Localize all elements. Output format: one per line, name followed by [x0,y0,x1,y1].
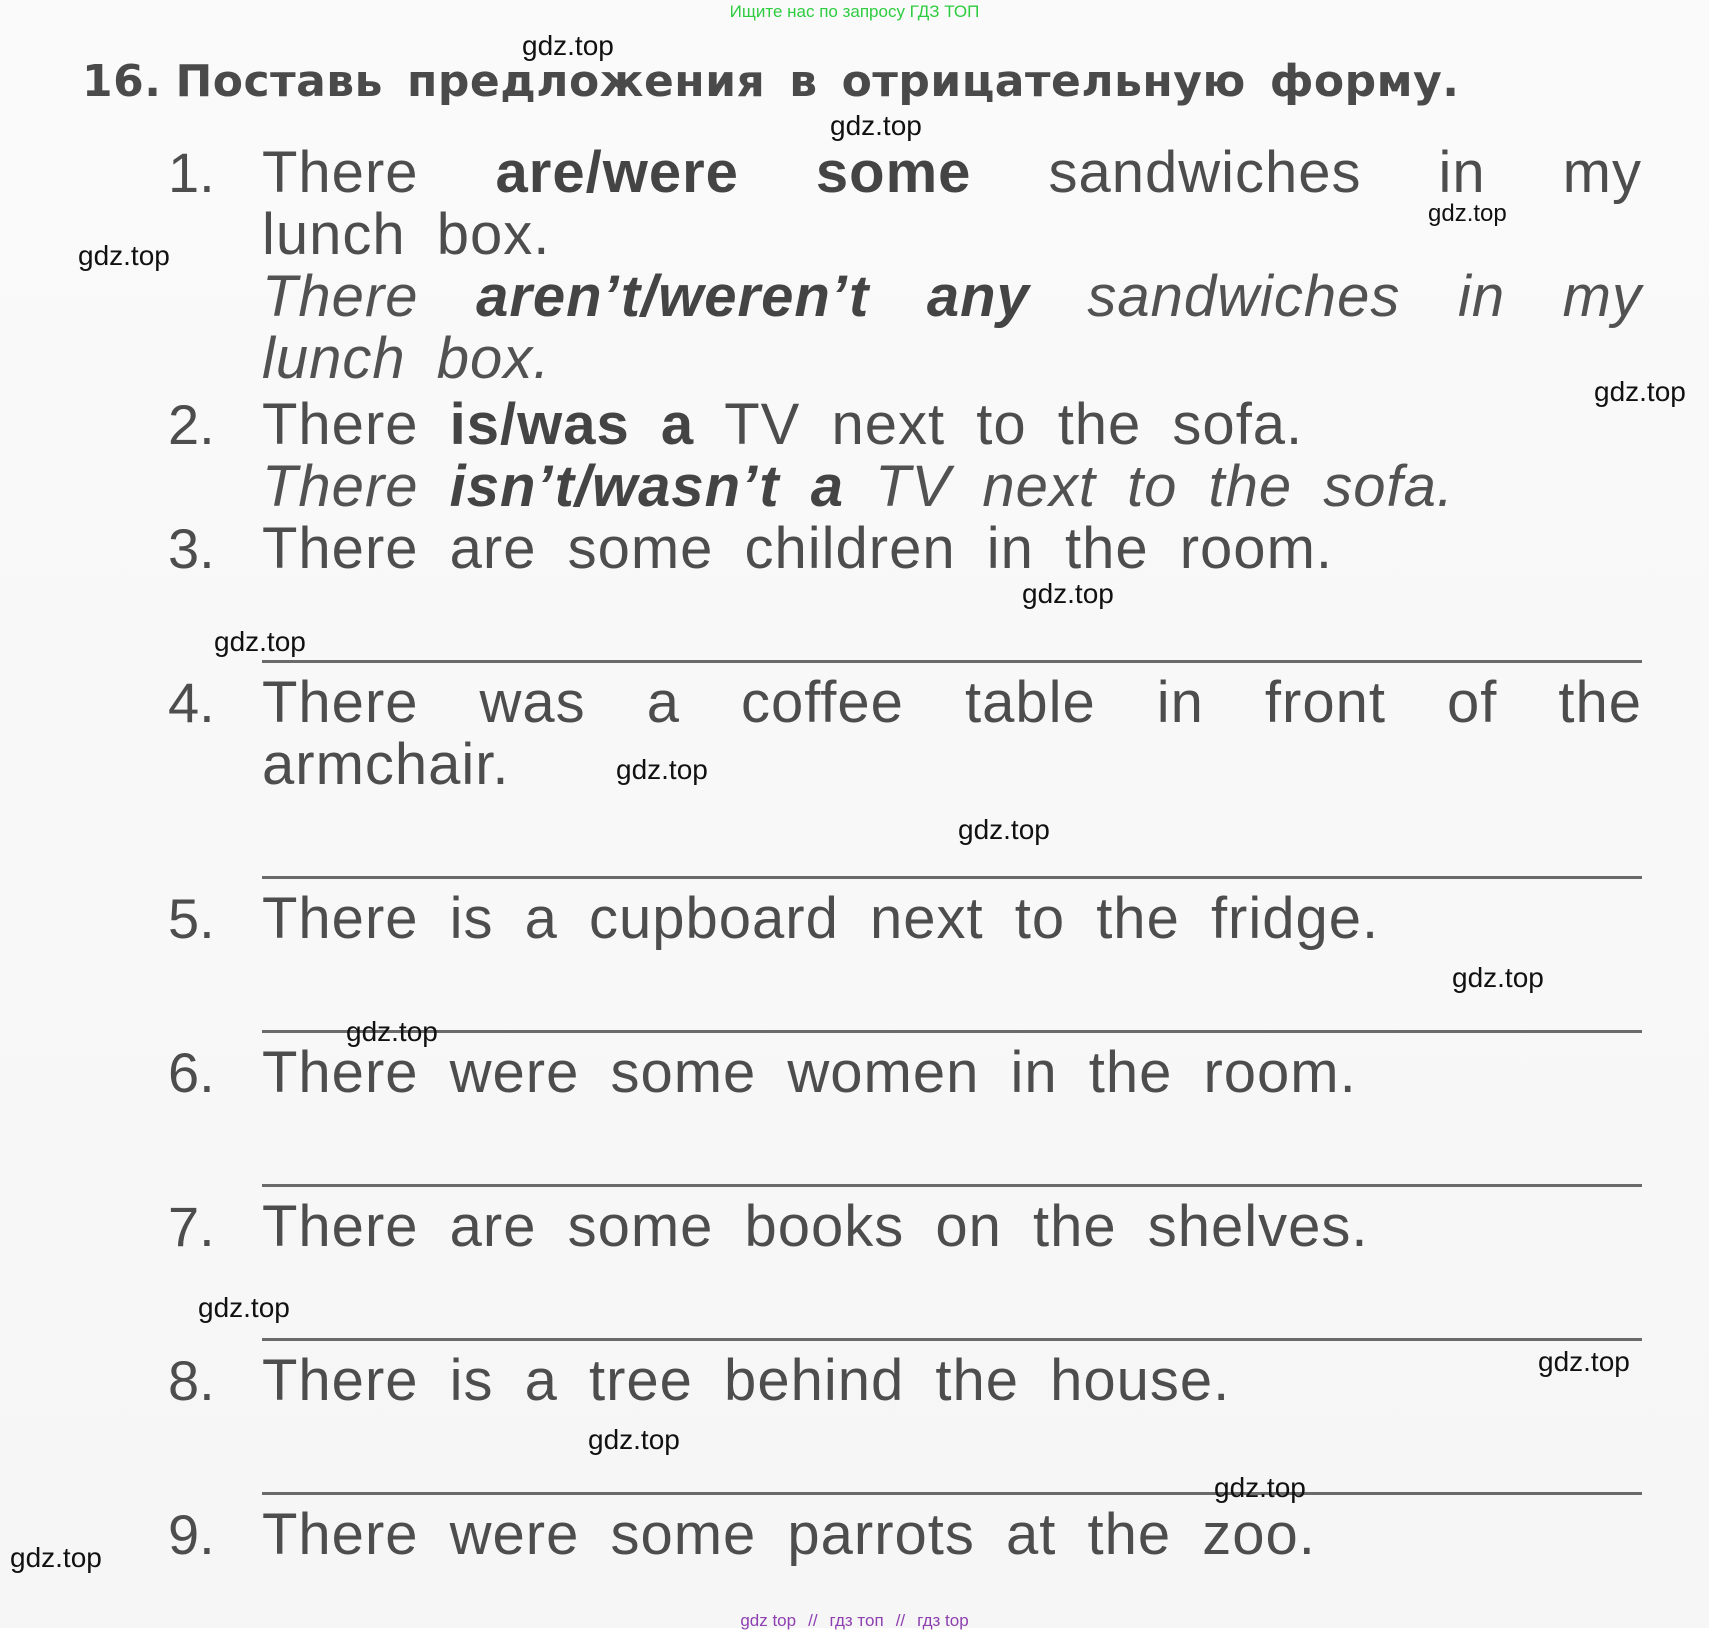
title-word: в [789,56,818,107]
watermark: gdz.top [78,240,170,271]
word: was [479,670,586,735]
title-word: Поставь [175,56,383,107]
watermark: gdz.top [522,30,614,61]
item-number: 1. [168,141,215,204]
item-number: 7. [168,1195,215,1258]
word: in [1156,670,1204,735]
watermark: gdz.top [1214,1472,1306,1503]
item-7-sentence: There are some books on the shelves. [262,1194,1369,1259]
exercise-number: 16. [82,56,162,107]
watermark: gdz.top [1538,1346,1630,1377]
word: in [1457,264,1506,329]
word: TV next to the sofa. [875,454,1455,519]
item-number: 5. [168,887,215,950]
bold-word: a [660,392,695,457]
bold-word: aren’t/weren’t [476,264,870,329]
banner-separator: // [895,1611,906,1630]
item-6-sentence: There were some women in the room. [262,1040,1357,1105]
exercise-title [82,56,1460,107]
watermark: gdz.top [198,1292,290,1323]
banner-link[interactable]: гдз top [917,1611,969,1630]
item-number: 8. [168,1349,215,1412]
bottom-banner[interactable] [0,1611,1709,1631]
title-word: отрицательную [841,56,1246,107]
banner-link[interactable]: gdz top [740,1611,797,1630]
word: a [646,670,680,735]
answer-line[interactable] [262,1184,1642,1187]
item-1-sentence-line-1 [262,140,1642,206]
banner-link[interactable]: гдз топ [829,1611,884,1630]
item-number: 3. [168,517,215,580]
word: my [1562,264,1642,329]
word: in [1438,140,1486,205]
word: There [262,670,419,735]
item-2-sentence [262,392,1642,458]
word: coffee [740,670,904,735]
item-8-sentence: There is a tree behind the house. [262,1348,1231,1413]
item-1-answer-line-1 [262,264,1642,330]
bold-word: a [810,454,844,519]
bold-word: are/were [495,140,739,205]
watermark: gdz.top [616,754,708,785]
answer-line[interactable] [262,1492,1642,1495]
word: TV next to the sofa. [724,392,1304,457]
item-1-sentence-line-2: lunch box. [262,202,551,267]
answer-line[interactable] [262,876,1642,879]
watermark: gdz.top [1452,962,1544,993]
word: There [262,454,419,519]
watermark: gdz.top [1428,200,1507,227]
title-word: форму. [1269,56,1460,107]
item-9-sentence: There were some parrots at the zoo. [262,1502,1316,1567]
word: the [1558,670,1643,735]
item-number: 4. [168,671,215,734]
item-3-sentence: There are some children in the room. [262,516,1333,581]
word: sandwiches [1087,264,1401,329]
bold-word: is/was [449,392,630,457]
word: sandwiches [1048,140,1362,205]
item-4-sentence-line-1 [262,670,1642,736]
answer-line[interactable] [262,660,1642,663]
word: table [964,670,1096,735]
watermark: gdz.top [830,110,922,141]
banner-separator: // [808,1611,818,1630]
item-number: 9. [168,1503,215,1566]
watermark: gdz.top [214,626,306,657]
word: There [262,140,419,205]
word: There [262,392,419,457]
watermark: gdz.top [958,814,1050,845]
item-2-answer [262,454,1642,520]
title-word: предложения [406,56,766,107]
item-number: 6. [168,1041,215,1104]
watermark: gdz.top [1022,578,1114,609]
top-banner[interactable]: Ищите нас по запросу ГДЗ ТОП [729,2,980,21]
word: There [262,264,419,329]
answer-line[interactable] [262,1030,1642,1033]
word: front [1264,670,1386,735]
answer-line[interactable] [262,1338,1642,1341]
bold-word: isn’t/wasn’t [449,454,780,519]
watermark: gdz.top [10,1542,102,1573]
watermark: gdz.top [588,1424,680,1455]
item-1-answer-line-2: lunch box. [262,326,551,391]
bold-word: any [926,264,1030,329]
watermark: gdz.top [346,1016,438,1047]
watermark: gdz.top [1594,376,1686,407]
word: my [1562,140,1642,205]
word: of [1447,670,1498,735]
bold-word: some [815,140,972,205]
item-4-sentence-line-2: armchair. [262,732,510,797]
item-number: 2. [168,393,215,456]
item-5-sentence: There is a cupboard next to the fridge. [262,886,1380,951]
